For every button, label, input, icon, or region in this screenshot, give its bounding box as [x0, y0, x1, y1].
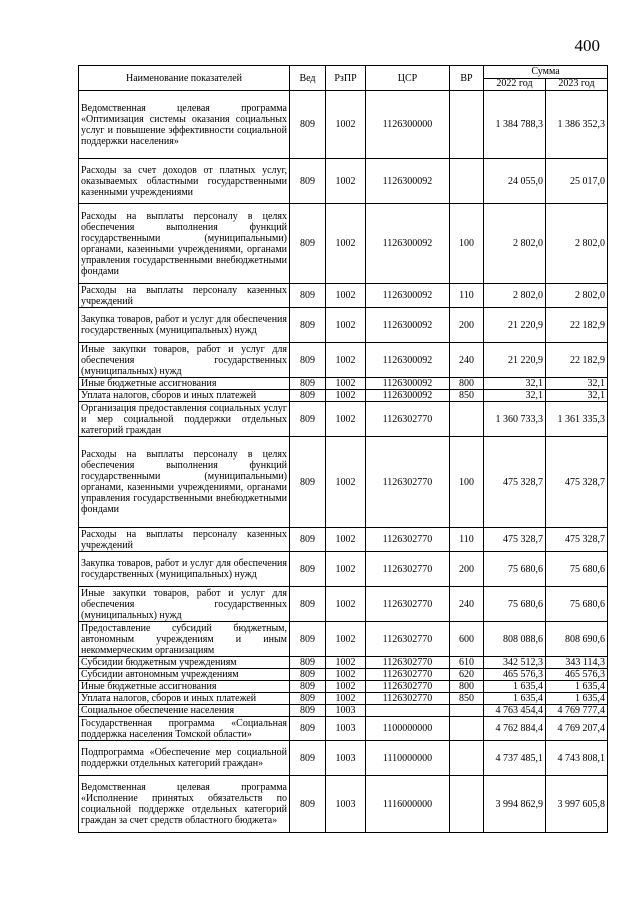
- table-header: [79, 66, 608, 91]
- budget-table: [78, 65, 608, 833]
- row-sum-2023: 1 635,4: [546, 693, 608, 705]
- row-vr: [450, 705, 484, 717]
- row-name: Подпрограмма «Обеспечение мер социальной поддержки отдельных категорий граждан»: [79, 741, 290, 776]
- row-csr: 1110000000: [366, 741, 450, 776]
- header-vr: ВР: [450, 66, 484, 91]
- row-ved: 809: [290, 622, 326, 657]
- row-vr: 200: [450, 552, 484, 587]
- header-ved: Вед: [290, 66, 326, 91]
- row-csr: 1126300092: [366, 159, 450, 204]
- row-ved: 809: [290, 437, 326, 528]
- row-sum-2022: 21 220,9: [484, 308, 546, 343]
- row-vr: 800: [450, 378, 484, 390]
- row-ved: 809: [290, 343, 326, 378]
- row-vr: [450, 91, 484, 159]
- header-year-2022: 2022 год: [484, 78, 546, 91]
- row-name: Иные закупки товаров, работ и услуг для обеспечения государственных (муниципальных) нужд: [79, 343, 290, 378]
- table-row: [79, 528, 608, 552]
- row-ved: 809: [290, 776, 326, 833]
- table-row: [79, 390, 608, 402]
- table-row: [79, 437, 608, 528]
- row-vr: 610: [450, 657, 484, 669]
- row-sum-2023: 75 680,6: [546, 587, 608, 622]
- row-ved: 809: [290, 741, 326, 776]
- row-vr: [450, 717, 484, 741]
- row-rzpr: 1002: [326, 159, 366, 204]
- row-name: Государственная программа «Социальная поддержка населения Томской области»: [79, 717, 290, 741]
- row-ved: 809: [290, 717, 326, 741]
- row-rzpr: 1002: [326, 693, 366, 705]
- row-vr: 600: [450, 622, 484, 657]
- row-name: Уплата налогов, сборов и иных платежей: [79, 390, 290, 402]
- row-name: Расходы на выплаты персоналу казенных учреждений: [79, 284, 290, 308]
- table-row: [79, 741, 608, 776]
- row-ved: 809: [290, 528, 326, 552]
- table-row: [79, 552, 608, 587]
- row-vr: 850: [450, 390, 484, 402]
- row-sum-2023: 475 328,7: [546, 437, 608, 528]
- row-sum-2022: 465 576,3: [484, 669, 546, 681]
- row-csr: 1126302770: [366, 402, 450, 437]
- table-row: [79, 284, 608, 308]
- row-ved: 809: [290, 693, 326, 705]
- row-csr: 1126302770: [366, 587, 450, 622]
- row-name: Организация предоставления социальных услуг и мер социальной поддержки отдельных категорий граждан: [79, 402, 290, 437]
- row-sum-2022: 24 055,0: [484, 159, 546, 204]
- row-rzpr: 1002: [326, 284, 366, 308]
- row-ved: 809: [290, 587, 326, 622]
- table-row: [79, 308, 608, 343]
- row-csr: 1126302770: [366, 657, 450, 669]
- row-rzpr: 1003: [326, 717, 366, 741]
- row-ved: 809: [290, 204, 326, 284]
- header-rzpr: РзПР: [326, 66, 366, 91]
- row-sum-2023: 3 997 605,8: [546, 776, 608, 833]
- table-row: [79, 378, 608, 390]
- row-rzpr: 1003: [326, 776, 366, 833]
- table-row: [79, 693, 608, 705]
- row-csr: 1126302770: [366, 681, 450, 693]
- row-name: Расходы на выплаты персоналу в целях обеспечения выполнения функций государственными (муниципальными) органами, казенными учреждениями, органами управления государственными внебюджетными фондами: [79, 437, 290, 528]
- row-csr: 1126300092: [366, 378, 450, 390]
- row-rzpr: 1002: [326, 91, 366, 159]
- row-name: Закупка товаров, работ и услуг для обеспечения государственных (муниципальных) нужд: [79, 552, 290, 587]
- table-row: [79, 657, 608, 669]
- row-rzpr: 1002: [326, 204, 366, 284]
- row-sum-2023: 75 680,6: [546, 552, 608, 587]
- row-vr: 110: [450, 284, 484, 308]
- row-name: Иные закупки товаров, работ и услуг для обеспечения государственных (муниципальных) нужд: [79, 587, 290, 622]
- row-ved: 809: [290, 308, 326, 343]
- row-rzpr: 1002: [326, 308, 366, 343]
- row-name: Расходы на выплаты персоналу в целях обеспечения выполнения функций государственными (муниципальными) органами, казенными учреждениями, органами управления государственными внебюджетными фондами: [79, 204, 290, 284]
- row-sum-2023: 25 017,0: [546, 159, 608, 204]
- row-vr: [450, 402, 484, 437]
- row-sum-2023: 22 182,9: [546, 308, 608, 343]
- table-row: [79, 669, 608, 681]
- row-csr: 1100000000: [366, 717, 450, 741]
- row-vr: 100: [450, 204, 484, 284]
- row-sum-2022: 3 994 862,9: [484, 776, 546, 833]
- row-rzpr: 1002: [326, 528, 366, 552]
- row-ved: 809: [290, 390, 326, 402]
- row-ved: 809: [290, 402, 326, 437]
- row-vr: 850: [450, 693, 484, 705]
- row-sum-2023: 808 690,6: [546, 622, 608, 657]
- row-vr: [450, 159, 484, 204]
- page-number: 400: [574, 36, 600, 55]
- row-sum-2023: 4 743 808,1: [546, 741, 608, 776]
- row-sum-2022: 32,1: [484, 378, 546, 390]
- row-csr: 1126302770: [366, 437, 450, 528]
- row-vr: 110: [450, 528, 484, 552]
- row-sum-2022: 475 328,7: [484, 528, 546, 552]
- table-row: [79, 587, 608, 622]
- row-sum-2023: 32,1: [546, 378, 608, 390]
- row-sum-2022: 4 762 884,4: [484, 717, 546, 741]
- row-vr: [450, 776, 484, 833]
- row-sum-2023: 465 576,3: [546, 669, 608, 681]
- row-ved: 809: [290, 681, 326, 693]
- row-csr: 1126302770: [366, 552, 450, 587]
- row-name: Расходы на выплаты персоналу казенных учреждений: [79, 528, 290, 552]
- row-name: Расходы за счет доходов от платных услуг, оказываемых областными государственными казенными учреждениями: [79, 159, 290, 204]
- row-csr: 1126300092: [366, 343, 450, 378]
- row-vr: 240: [450, 587, 484, 622]
- row-rzpr: 1002: [326, 622, 366, 657]
- row-csr: 1126302770: [366, 622, 450, 657]
- row-sum-2023: 1 635,4: [546, 681, 608, 693]
- row-rzpr: 1002: [326, 681, 366, 693]
- row-sum-2023: 4 769 207,4: [546, 717, 608, 741]
- row-rzpr: 1002: [326, 587, 366, 622]
- row-name: Иные бюджетные ассигнования: [79, 378, 290, 390]
- header-year-2023: 2023 год: [546, 78, 608, 91]
- row-sum-2022: 75 680,6: [484, 552, 546, 587]
- row-csr: 1126300092: [366, 204, 450, 284]
- row-name: Ведомственная целевая программа «Исполнение принятых обязательств по социальной поддержке отдельных категорий граждан за счет средств областного бюджета»: [79, 776, 290, 833]
- row-ved: 809: [290, 159, 326, 204]
- row-rzpr: 1003: [326, 741, 366, 776]
- row-sum-2023: 4 769 777,4: [546, 705, 608, 717]
- table-row: [79, 622, 608, 657]
- row-name: Уплата налогов, сборов и иных платежей: [79, 693, 290, 705]
- row-sum-2023: 2 802,0: [546, 284, 608, 308]
- row-rzpr: 1002: [326, 437, 366, 528]
- row-csr: 1126302770: [366, 669, 450, 681]
- row-sum-2022: 342 512,3: [484, 657, 546, 669]
- row-vr: [450, 741, 484, 776]
- row-csr: 1116000000: [366, 776, 450, 833]
- row-sum-2022: 808 088,6: [484, 622, 546, 657]
- row-vr: 620: [450, 669, 484, 681]
- row-sum-2023: 22 182,9: [546, 343, 608, 378]
- row-csr: 1126302770: [366, 693, 450, 705]
- row-csr: 1126300092: [366, 284, 450, 308]
- row-ved: 809: [290, 552, 326, 587]
- table-row: [79, 717, 608, 741]
- row-csr: 1126300000: [366, 91, 450, 159]
- row-rzpr: 1002: [326, 657, 366, 669]
- row-sum-2023: 2 802,0: [546, 204, 608, 284]
- row-name: Субсидии автономным учреждениям: [79, 669, 290, 681]
- row-sum-2022: 1 635,4: [484, 693, 546, 705]
- row-sum-2023: 1 386 352,3: [546, 91, 608, 159]
- row-sum-2022: 2 802,0: [484, 204, 546, 284]
- row-vr: 800: [450, 681, 484, 693]
- table-row: [79, 402, 608, 437]
- header-csr: ЦСР: [366, 66, 450, 91]
- table-row: [79, 91, 608, 159]
- row-name: Предоставление субсидий бюджетным, автономным учреждениям и иным некоммерческим организациям: [79, 622, 290, 657]
- table-row: [79, 705, 608, 717]
- row-name: Закупка товаров, работ и услуг для обеспечения государственных (муниципальных) нужд: [79, 308, 290, 343]
- header-sum: Сумма: [484, 66, 608, 79]
- row-sum-2022: 75 680,6: [484, 587, 546, 622]
- table-row: [79, 204, 608, 284]
- table-body: [79, 91, 608, 833]
- table-row: [79, 343, 608, 378]
- row-csr: 1126300092: [366, 390, 450, 402]
- row-ved: 809: [290, 378, 326, 390]
- row-sum-2022: 1 360 733,3: [484, 402, 546, 437]
- row-ved: 809: [290, 657, 326, 669]
- row-sum-2022: 32,1: [484, 390, 546, 402]
- row-sum-2022: 1 635,4: [484, 681, 546, 693]
- row-ved: 809: [290, 284, 326, 308]
- row-rzpr: 1002: [326, 669, 366, 681]
- table-row: [79, 159, 608, 204]
- row-rzpr: 1002: [326, 402, 366, 437]
- row-sum-2022: 4 763 454,4: [484, 705, 546, 717]
- row-rzpr: 1002: [326, 390, 366, 402]
- row-name: Субсидии бюджетным учреждениям: [79, 657, 290, 669]
- row-csr: 1126302770: [366, 528, 450, 552]
- table-row: [79, 776, 608, 833]
- row-sum-2023: 32,1: [546, 390, 608, 402]
- header-name: Наименование показателей: [79, 66, 290, 91]
- row-ved: 809: [290, 705, 326, 717]
- row-rzpr: 1002: [326, 378, 366, 390]
- row-rzpr: 1002: [326, 552, 366, 587]
- row-rzpr: 1002: [326, 343, 366, 378]
- row-vr: 100: [450, 437, 484, 528]
- row-vr: 200: [450, 308, 484, 343]
- row-name: Ведомственная целевая программа «Оптимизация системы оказания социальных услуг и повышение эффективности социальной поддержки населения»: [79, 91, 290, 159]
- row-ved: 809: [290, 669, 326, 681]
- table-row: [79, 681, 608, 693]
- row-sum-2023: 475 328,7: [546, 528, 608, 552]
- row-sum-2022: 4 737 485,1: [484, 741, 546, 776]
- row-sum-2022: 2 802,0: [484, 284, 546, 308]
- row-sum-2022: 21 220,9: [484, 343, 546, 378]
- row-sum-2022: 1 384 788,3: [484, 91, 546, 159]
- row-rzpr: 1003: [326, 705, 366, 717]
- row-ved: 809: [290, 91, 326, 159]
- row-csr: 1126300092: [366, 308, 450, 343]
- row-sum-2023: 1 361 335,3: [546, 402, 608, 437]
- row-csr: [366, 705, 450, 717]
- row-name: Социальное обеспечение населения: [79, 705, 290, 717]
- row-name: Иные бюджетные ассигнования: [79, 681, 290, 693]
- row-sum-2022: 475 328,7: [484, 437, 546, 528]
- row-vr: 240: [450, 343, 484, 378]
- row-sum-2023: 343 114,3: [546, 657, 608, 669]
